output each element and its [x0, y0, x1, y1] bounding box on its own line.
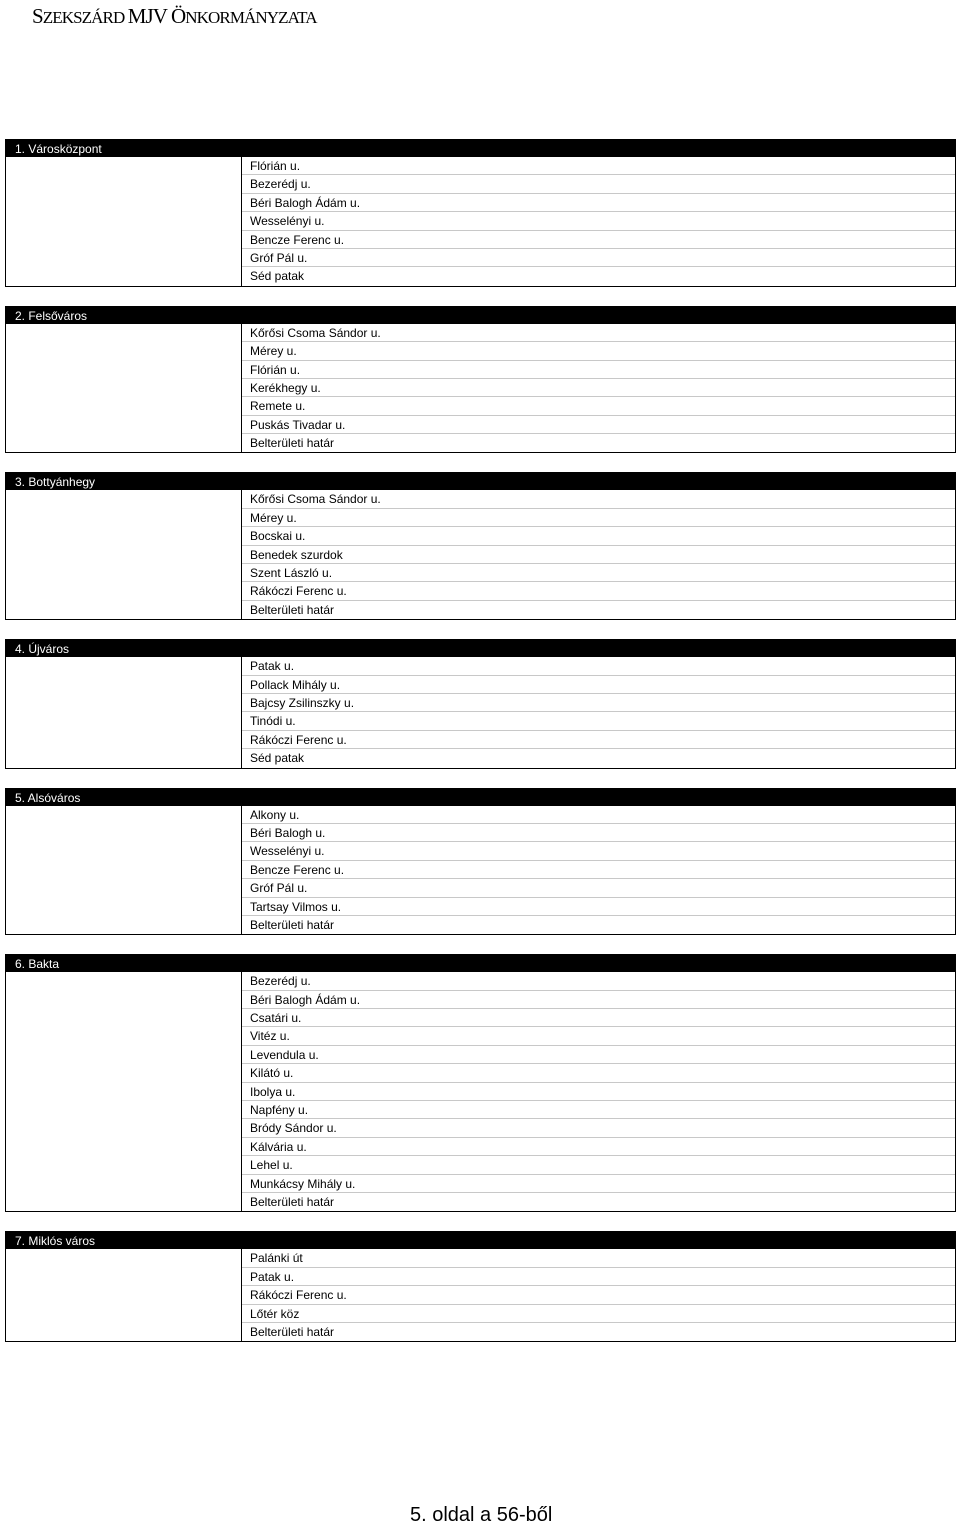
street-item: Bencze Ferenc u. — [242, 861, 955, 879]
street-item: Benedek szurdok — [242, 546, 955, 564]
district-section — [5, 306, 956, 454]
street-item: Szent László u. — [242, 564, 955, 582]
street-item: Rákóczi Ferenc u. — [242, 731, 955, 749]
street-list — [242, 806, 955, 935]
district-body — [6, 806, 955, 935]
street-item: Bezerédj u. — [242, 175, 955, 193]
street-list — [242, 657, 955, 767]
district-body — [6, 157, 955, 286]
district-header-bar — [6, 140, 955, 157]
street-list — [242, 1249, 955, 1341]
district-body — [6, 657, 955, 767]
document-header — [32, 5, 317, 29]
page-number: 5. oldal a 56-ből — [410, 1504, 553, 1526]
district-header-bar — [6, 640, 955, 657]
street-item: Kilátó u. — [242, 1064, 955, 1082]
street-item: Wesselényi u. — [242, 212, 955, 230]
street-item: Flórián u. — [242, 157, 955, 175]
street-item: Vitéz u. — [242, 1027, 955, 1045]
street-item: Puskás Tivadar u. — [242, 416, 955, 434]
district-body — [6, 324, 955, 453]
street-list — [242, 972, 955, 1211]
district-left-column — [6, 657, 242, 767]
district-left-column — [6, 490, 242, 619]
street-item: Belterületi határ — [250, 602, 335, 617]
street-item: Mérey u. — [242, 342, 955, 360]
district-list — [5, 139, 956, 1361]
street-item: Patak u. — [242, 1268, 955, 1286]
street-item: Kerékhegy u. — [242, 379, 955, 397]
street-item: Ibolya u. — [242, 1083, 955, 1101]
street-item: Béri Balogh Ádám u. — [242, 194, 955, 212]
header-part: MJV — [127, 4, 171, 28]
district-left-column — [6, 157, 242, 286]
street-item: Belterületi határ — [250, 1324, 335, 1339]
street-item: Belterületi határ — [250, 1194, 335, 1209]
street-item: Séd patak — [250, 269, 305, 284]
street-item: Bezerédj u. — [242, 972, 955, 990]
district-section — [5, 1231, 956, 1342]
street-item: Rákóczi Ferenc u. — [242, 582, 955, 600]
street-list — [242, 490, 955, 619]
district-body — [6, 972, 955, 1211]
street-item: Bocskai u. — [242, 527, 955, 545]
district-header-bar — [6, 307, 955, 324]
street-item: Béri Balogh u. — [242, 824, 955, 842]
street-item: Patak u. — [242, 657, 955, 675]
district-left-column — [6, 806, 242, 935]
street-item: Csatári u. — [242, 1009, 955, 1027]
street-item: Bajcsy Zsilinszky u. — [242, 694, 955, 712]
street-item: Tartsay Vilmos u. — [242, 898, 955, 916]
street-item: Munkácsy Mihály u. — [242, 1175, 955, 1193]
district-section — [5, 139, 956, 287]
street-item: Lehel u. — [242, 1156, 955, 1174]
district-header-bar — [6, 955, 955, 972]
district-title: 3. Bottyánhegy — [15, 475, 96, 490]
street-item: Bencze Ferenc u. — [242, 231, 955, 249]
district-title: 6. Bakta — [15, 957, 60, 972]
district-left-column — [6, 972, 242, 1211]
street-item: Remete u. — [242, 397, 955, 415]
street-item: Bródy Sándor u. — [242, 1119, 955, 1137]
street-item: Mérey u. — [242, 509, 955, 527]
street-item: Gróf Pál u. — [242, 879, 955, 897]
street-item: Rákóczi Ferenc u. — [242, 1286, 955, 1304]
district-header-bar — [6, 789, 955, 806]
street-item: Belterületi határ — [250, 436, 335, 451]
district-left-column — [6, 1249, 242, 1341]
street-item: Kőrősi Csoma Sándor u. — [242, 490, 955, 508]
district-title: 4. Újváros — [15, 642, 70, 657]
street-item: Séd patak — [250, 751, 305, 766]
street-list — [242, 157, 955, 286]
street-item: Napfény u. — [242, 1101, 955, 1119]
street-item: Gróf Pál u. — [242, 249, 955, 267]
street-item: Pollack Mihály u. — [242, 676, 955, 694]
district-section — [5, 639, 956, 768]
district-title: 1. Városközpont — [15, 142, 102, 156]
street-item: Béri Balogh Ádám u. — [242, 991, 955, 1009]
district-title: 7. Miklós város — [15, 1234, 96, 1249]
street-item: Lőtér köz — [242, 1305, 955, 1323]
street-item: Levendula u. — [242, 1046, 955, 1064]
street-item: Kőrősi Csoma Sándor u. — [242, 324, 955, 342]
street-item: Flórián u. — [242, 361, 955, 379]
district-header-bar — [6, 473, 955, 490]
header-part: SZEKSZÁRD — [32, 4, 128, 28]
district-section — [5, 788, 956, 936]
street-item: Wesselényi u. — [242, 842, 955, 860]
district-header-bar — [6, 1232, 955, 1249]
street-item: Palánki út — [242, 1249, 955, 1267]
district-section — [5, 472, 956, 620]
district-section — [5, 954, 956, 1212]
street-list — [242, 324, 955, 453]
street-item: Belterületi határ — [250, 917, 335, 932]
district-body — [6, 1249, 955, 1341]
street-item: Kálvária u. — [242, 1138, 955, 1156]
district-left-column — [6, 324, 242, 453]
district-body — [6, 490, 955, 619]
district-title: 2. Felsőváros — [15, 308, 88, 323]
street-item: Tinódi u. — [242, 712, 955, 730]
district-title: 5. Alsóváros — [15, 790, 81, 805]
header-part: ÖNKORMÁNYZATA — [171, 4, 317, 28]
street-item: Alkony u. — [242, 806, 955, 824]
